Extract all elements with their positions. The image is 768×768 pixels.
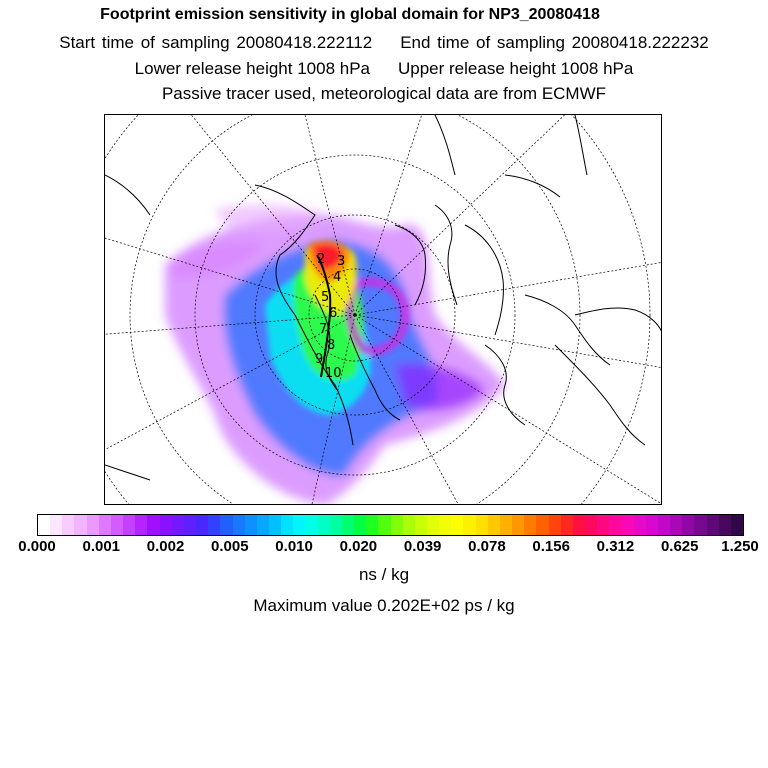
colorbar-cell <box>463 515 475 535</box>
colorbar-units: ns / kg <box>358 565 410 584</box>
colorbar-cell <box>609 515 621 535</box>
tracer-note: Passive tracer used, meteorological data are from ECMWF <box>161 84 607 103</box>
colorbar-cell <box>62 515 74 535</box>
colorbar-cell <box>208 515 220 535</box>
flight-label: 8 <box>327 338 336 353</box>
flight-label: 2 <box>317 252 326 267</box>
colorbar-cell <box>658 515 670 535</box>
colorbar-cell <box>597 515 609 535</box>
colorbar-tick-label: 0.020 <box>339 538 378 555</box>
colorbar-cell <box>427 515 439 535</box>
flight-label: 4 <box>333 270 342 285</box>
colorbar-cell <box>196 515 208 535</box>
colorbar-cell <box>354 515 366 535</box>
colorbar-cell <box>147 515 159 535</box>
colorbar-cell <box>670 515 682 535</box>
colorbar-cell <box>391 515 403 535</box>
colorbar-cell <box>172 515 184 535</box>
colorbar-cell <box>682 515 694 535</box>
colorbar-cell <box>123 515 135 535</box>
colorbar-tick-label: 0.625 <box>660 538 699 555</box>
colorbar-cell <box>415 515 427 535</box>
end-sampling-label: End time of sampling 20080418.222232 <box>400 33 709 52</box>
colorbar-cell <box>585 515 597 535</box>
colorbar-cell <box>318 515 330 535</box>
colorbar-tick-label: 1.250 <box>721 538 759 555</box>
footprint-map <box>104 114 662 505</box>
colorbar-cell <box>549 515 561 535</box>
colorbar-tick-label: 0.156 <box>532 538 570 555</box>
colorbar-cell <box>342 515 354 535</box>
colorbar-cell <box>573 515 585 535</box>
colorbar-cell <box>561 515 573 535</box>
colorbar-tick-label: 0.002 <box>146 538 185 555</box>
start-sampling-label: Start time of sampling 20080418.222112 <box>59 33 373 52</box>
sampling-times-line <box>0 33 768 53</box>
colorbar-cell <box>184 515 196 535</box>
figure-title: Footprint emission sensitivity in global domain for NP3_20080418 <box>100 6 600 23</box>
colorbar-cell <box>135 515 147 535</box>
colorbar-cell <box>281 515 293 535</box>
lower-release-label: Lower release height 1008 hPa <box>134 59 370 78</box>
colorbar-cell <box>451 515 463 535</box>
colorbar <box>37 514 744 536</box>
colorbar-cell <box>257 515 269 535</box>
colorbar-cell <box>646 515 658 535</box>
colorbar-tick-label: 0.001 <box>82 538 121 555</box>
colorbar-cell <box>269 515 281 535</box>
colorbar-cell <box>233 515 245 535</box>
colorbar-cell <box>220 515 232 535</box>
colorbar-cell <box>111 515 123 535</box>
flight-label: 3 <box>337 254 346 269</box>
colorbar-cell <box>403 515 415 535</box>
colorbar-cell <box>694 515 706 535</box>
colorbar-cell <box>293 515 305 535</box>
colorbar-cell <box>160 515 172 535</box>
colorbar-cell <box>38 515 50 535</box>
colorbar-tick-label: 0.000 <box>18 538 56 555</box>
upper-release-label: Upper release height 1008 hPa <box>398 59 634 78</box>
colorbar-cell <box>245 515 257 535</box>
colorbar-cell <box>330 515 342 535</box>
flight-label: 7 <box>319 322 328 337</box>
colorbar-cell <box>488 515 500 535</box>
flight-label: 9 <box>315 352 324 367</box>
colorbar-cell <box>719 515 731 535</box>
colorbar-cell <box>50 515 62 535</box>
colorbar-cell <box>500 515 512 535</box>
colorbar-cell <box>731 515 743 535</box>
colorbar-tick-label: 0.005 <box>211 538 249 555</box>
colorbar-cell <box>74 515 86 535</box>
colorbar-cell <box>439 515 451 535</box>
colorbar-cell <box>305 515 317 535</box>
colorbar-cell <box>634 515 646 535</box>
colorbar-cell <box>524 515 536 535</box>
colorbar-cell <box>366 515 378 535</box>
map-svg <box>105 115 662 505</box>
colorbar-cell <box>707 515 719 535</box>
colorbar-cell <box>512 515 524 535</box>
flight-label: 6 <box>329 306 338 321</box>
colorbar-tick-label: 0.312 <box>596 538 635 555</box>
colorbar-cell <box>476 515 488 535</box>
colorbar-tick-label: 0.039 <box>403 538 442 555</box>
colorbar-cell <box>536 515 548 535</box>
maximum-value-label: Maximum value 0.202E+02 ps / kg <box>253 596 515 615</box>
colorbar-cell <box>622 515 634 535</box>
colorbar-cell <box>87 515 99 535</box>
colorbar-cell <box>378 515 390 535</box>
colorbar-tick-label: 0.078 <box>468 538 506 555</box>
release-heights-line <box>0 59 768 79</box>
colorbar-tick-label: 0.010 <box>275 538 313 555</box>
flight-label: 5 <box>321 290 330 305</box>
flight-label: 10 <box>325 366 342 381</box>
colorbar-cell <box>99 515 111 535</box>
footprint-field <box>165 205 505 505</box>
